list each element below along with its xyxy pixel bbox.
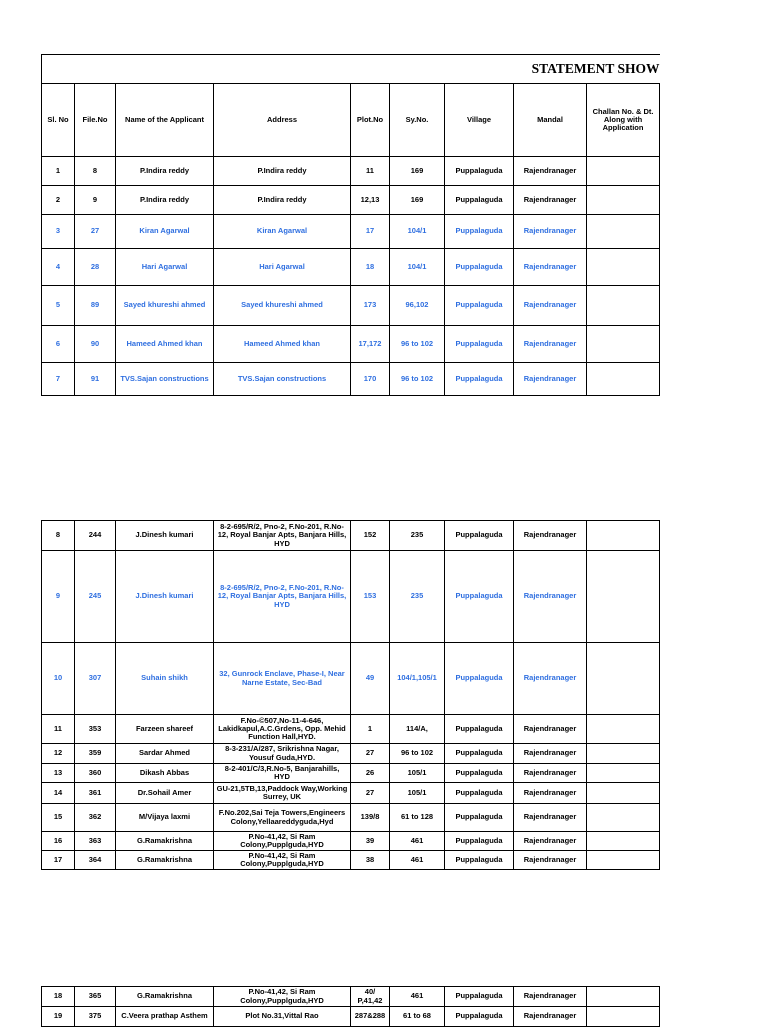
cell-address: 8-2-401/C/3,R.No-5, Banjarahills, HYD xyxy=(214,764,351,783)
cell-mandal: Rajendranager xyxy=(514,326,587,363)
cell-sl-no: 15 xyxy=(42,804,75,832)
cell-applicant: G.Ramakrishna xyxy=(116,851,214,870)
cell-applicant: Kiran Agarwal xyxy=(116,215,214,249)
cell-address: F.No-©507,No-11-4-646, Lakidkapul,A.C.Grdens, Opp. Mehid Function Hall,HYD. xyxy=(214,715,351,744)
cell-mandal: Rajendranager xyxy=(514,521,587,551)
cell-challan xyxy=(587,157,660,186)
cell-sl-no: 14 xyxy=(42,783,75,804)
table-row xyxy=(42,249,660,286)
cell-address: Plot No.31,Vittal Rao xyxy=(214,1007,351,1027)
cell-challan xyxy=(587,987,660,1007)
cell-village: Puppalaguda xyxy=(445,987,514,1007)
cell-file-no: 361 xyxy=(75,783,116,804)
header-mandal: Mandal xyxy=(514,84,587,157)
cell-sy-no: 105/1 xyxy=(390,764,445,783)
cell-mandal: Rajendranager xyxy=(514,987,587,1007)
cell-sy-no: 169 xyxy=(390,186,445,215)
header-challan: Challan No. & Dt. Along with Application xyxy=(587,84,660,157)
table-row xyxy=(42,643,660,715)
cell-challan xyxy=(587,521,660,551)
cell-plot-no: 173 xyxy=(351,286,390,326)
cell-sy-no: 461 xyxy=(390,851,445,870)
cell-sl-no: 9 xyxy=(42,551,75,643)
cell-applicant: G.Ramakrishna xyxy=(116,987,214,1007)
cell-challan xyxy=(587,186,660,215)
cell-sy-no: 96 to 102 xyxy=(390,744,445,764)
cell-file-no: 359 xyxy=(75,744,116,764)
cell-village: Puppalaguda xyxy=(445,157,514,186)
cell-file-no: 365 xyxy=(75,987,116,1007)
cell-plot-no: 39 xyxy=(351,832,390,851)
cell-challan xyxy=(587,215,660,249)
header-address: Address xyxy=(214,84,351,157)
cell-file-no: 245 xyxy=(75,551,116,643)
cell-plot-no: 27 xyxy=(351,744,390,764)
cell-plot-no: 11 xyxy=(351,157,390,186)
cell-sl-no: 1 xyxy=(42,157,75,186)
cell-village: Puppalaguda xyxy=(445,744,514,764)
cell-address: Kiran Agarwal xyxy=(214,215,351,249)
cell-village: Puppalaguda xyxy=(445,851,514,870)
cell-village: Puppalaguda xyxy=(445,215,514,249)
cell-challan xyxy=(587,551,660,643)
cell-applicant: J.Dinesh kumari xyxy=(116,521,214,551)
cell-village: Puppalaguda xyxy=(445,715,514,744)
cell-address: Hameed Ahmed khan xyxy=(214,326,351,363)
table-row xyxy=(42,186,660,215)
cell-sl-no: 19 xyxy=(42,1007,75,1027)
cell-file-no: 363 xyxy=(75,832,116,851)
cell-address: 8-3-231/A/287, Srikrishna Nagar, Yousuf Guda,HYD. xyxy=(214,744,351,764)
cell-village: Puppalaguda xyxy=(445,551,514,643)
cell-address: GU-21,5TB,13,Paddock Way,Working Surrey, UK xyxy=(214,783,351,804)
header-village: Village xyxy=(445,84,514,157)
cell-village: Puppalaguda xyxy=(445,832,514,851)
cell-applicant: M/Vijaya laxmi xyxy=(116,804,214,832)
cell-challan xyxy=(587,326,660,363)
cell-village: Puppalaguda xyxy=(445,643,514,715)
cell-mandal: Rajendranager xyxy=(514,744,587,764)
cell-village: Puppalaguda xyxy=(445,326,514,363)
table-row xyxy=(42,715,660,744)
table-row xyxy=(42,783,660,804)
cell-address: 8-2-695/R/2, Pno-2, F.No-201, R.No-12, Royal Banjar Apts, Banjara Hills, HYD xyxy=(214,521,351,551)
cell-plot-no: 12,13 xyxy=(351,186,390,215)
cell-address: 8-2-695/R/2, Pno-2, F.No-201, R.No-12, Royal Banjar Apts, Banjara Hills, HYD xyxy=(214,551,351,643)
cell-applicant: TVS.Sajan constructions xyxy=(116,363,214,396)
statement-table-3 xyxy=(41,986,660,1027)
statement-table-1 xyxy=(41,54,660,396)
cell-file-no: 307 xyxy=(75,643,116,715)
cell-village: Puppalaguda xyxy=(445,521,514,551)
cell-address: P.No-41,42, Si Ram Colony,Pupplguda,HYD xyxy=(214,851,351,870)
cell-file-no: 360 xyxy=(75,764,116,783)
table-row xyxy=(42,286,660,326)
cell-mandal: Rajendranager xyxy=(514,363,587,396)
cell-applicant: Farzeen shareef xyxy=(116,715,214,744)
cell-plot-no: 27 xyxy=(351,783,390,804)
cell-sy-no: 96 to 102 xyxy=(390,326,445,363)
table-row xyxy=(42,804,660,832)
cell-file-no: 9 xyxy=(75,186,116,215)
table-row xyxy=(42,363,660,396)
cell-mandal: Rajendranager xyxy=(514,832,587,851)
cell-file-no: 364 xyxy=(75,851,116,870)
statement-title: STATEMENT SHOW xyxy=(42,55,660,84)
cell-plot-no: 153 xyxy=(351,551,390,643)
header-file-no: File.No xyxy=(75,84,116,157)
table-row xyxy=(42,157,660,186)
cell-address: TVS.Sajan constructions xyxy=(214,363,351,396)
cell-applicant: P.Indira reddy xyxy=(116,186,214,215)
header-sl-no: Sl. No xyxy=(42,84,75,157)
cell-sl-no: 3 xyxy=(42,215,75,249)
cell-file-no: 91 xyxy=(75,363,116,396)
cell-file-no: 28 xyxy=(75,249,116,286)
cell-plot-no: 17,172 xyxy=(351,326,390,363)
cell-sy-no: 461 xyxy=(390,832,445,851)
cell-challan xyxy=(587,832,660,851)
cell-sl-no: 11 xyxy=(42,715,75,744)
cell-applicant: P.Indira reddy xyxy=(116,157,214,186)
cell-village: Puppalaguda xyxy=(445,1007,514,1027)
title-row xyxy=(42,55,660,84)
cell-sy-no: 61 to 128 xyxy=(390,804,445,832)
cell-challan xyxy=(587,363,660,396)
cell-mandal: Rajendranager xyxy=(514,643,587,715)
cell-address: P.Indira reddy xyxy=(214,186,351,215)
cell-sl-no: 16 xyxy=(42,832,75,851)
cell-mandal: Rajendranager xyxy=(514,157,587,186)
cell-sl-no: 13 xyxy=(42,764,75,783)
cell-plot-no: 26 xyxy=(351,764,390,783)
cell-sy-no: 61 to 68 xyxy=(390,1007,445,1027)
cell-address: Sayed khureshi ahmed xyxy=(214,286,351,326)
cell-file-no: 353 xyxy=(75,715,116,744)
cell-applicant: J.Dinesh kumari xyxy=(116,551,214,643)
cell-sl-no: 4 xyxy=(42,249,75,286)
cell-plot-no: 18 xyxy=(351,249,390,286)
cell-sl-no: 10 xyxy=(42,643,75,715)
cell-address: P.No-41,42, Si Ram Colony,Pupplguda,HYD xyxy=(214,832,351,851)
table-row xyxy=(42,987,660,1007)
table-row xyxy=(42,521,660,551)
cell-applicant: Dr.Sohail Amer xyxy=(116,783,214,804)
cell-sl-no: 7 xyxy=(42,363,75,396)
table-row xyxy=(42,744,660,764)
cell-sy-no: 105/1 xyxy=(390,783,445,804)
table-row xyxy=(42,851,660,870)
cell-sl-no: 8 xyxy=(42,521,75,551)
cell-mandal: Rajendranager xyxy=(514,783,587,804)
cell-sy-no: 169 xyxy=(390,157,445,186)
cell-mandal: Rajendranager xyxy=(514,1007,587,1027)
cell-applicant: G.Ramakrishna xyxy=(116,832,214,851)
header-applicant: Name of the Applicant xyxy=(116,84,214,157)
cell-mandal: Rajendranager xyxy=(514,215,587,249)
cell-file-no: 27 xyxy=(75,215,116,249)
cell-sy-no: 235 xyxy=(390,521,445,551)
cell-address: 32, Gunrock Enclave, Phase-I, Near Narne Estate, Sec-Bad xyxy=(214,643,351,715)
cell-challan xyxy=(587,851,660,870)
cell-mandal: Rajendranager xyxy=(514,249,587,286)
cell-file-no: 90 xyxy=(75,326,116,363)
cell-applicant: Hari Agarwal xyxy=(116,249,214,286)
cell-plot-no: 49 xyxy=(351,643,390,715)
cell-sy-no: 114/A, xyxy=(390,715,445,744)
cell-challan xyxy=(587,764,660,783)
cell-plot-no: 152 xyxy=(351,521,390,551)
cell-plot-no: 38 xyxy=(351,851,390,870)
cell-sl-no: 2 xyxy=(42,186,75,215)
cell-village: Puppalaguda xyxy=(445,764,514,783)
table-row xyxy=(42,764,660,783)
cell-village: Puppalaguda xyxy=(445,363,514,396)
table-row xyxy=(42,832,660,851)
cell-applicant: Hameed Ahmed khan xyxy=(116,326,214,363)
cell-applicant: C.Veera prathap Asthem xyxy=(116,1007,214,1027)
cell-file-no: 362 xyxy=(75,804,116,832)
cell-village: Puppalaguda xyxy=(445,286,514,326)
cell-sy-no: 96,102 xyxy=(390,286,445,326)
cell-mandal: Rajendranager xyxy=(514,764,587,783)
cell-address: F.No.202,Sai Teja Towers,Engineers Colony,Yellaareddyguda,Hyd xyxy=(214,804,351,832)
cell-file-no: 89 xyxy=(75,286,116,326)
cell-mandal: Rajendranager xyxy=(514,551,587,643)
cell-sl-no: 18 xyxy=(42,987,75,1007)
table-row xyxy=(42,215,660,249)
cell-mandal: Rajendranager xyxy=(514,186,587,215)
cell-sy-no: 104/1,105/1 xyxy=(390,643,445,715)
cell-mandal: Rajendranager xyxy=(514,804,587,832)
table-row xyxy=(42,326,660,363)
cell-challan xyxy=(587,804,660,832)
cell-plot-no: 287&288 xyxy=(351,1007,390,1027)
cell-plot-no: 1 xyxy=(351,715,390,744)
cell-mandal: Rajendranager xyxy=(514,851,587,870)
cell-plot-no: 17 xyxy=(351,215,390,249)
cell-mandal: Rajendranager xyxy=(514,715,587,744)
cell-applicant: Sardar Ahmed xyxy=(116,744,214,764)
cell-village: Puppalaguda xyxy=(445,186,514,215)
cell-challan xyxy=(587,744,660,764)
cell-plot-no: 40/ P,41,42 xyxy=(351,987,390,1007)
cell-challan xyxy=(587,783,660,804)
cell-applicant: Suhain shikh xyxy=(116,643,214,715)
cell-sl-no: 17 xyxy=(42,851,75,870)
cell-challan xyxy=(587,249,660,286)
cell-village: Puppalaguda xyxy=(445,249,514,286)
cell-sl-no: 12 xyxy=(42,744,75,764)
cell-applicant: Sayed khureshi ahmed xyxy=(116,286,214,326)
cell-village: Puppalaguda xyxy=(445,804,514,832)
cell-file-no: 244 xyxy=(75,521,116,551)
cell-sy-no: 104/1 xyxy=(390,215,445,249)
header-sy-no: Sy.No. xyxy=(390,84,445,157)
cell-mandal: Rajendranager xyxy=(514,286,587,326)
cell-applicant: Dikash Abbas xyxy=(116,764,214,783)
cell-address: P.Indira reddy xyxy=(214,157,351,186)
cell-challan xyxy=(587,715,660,744)
cell-sy-no: 104/1 xyxy=(390,249,445,286)
cell-sl-no: 6 xyxy=(42,326,75,363)
cell-village: Puppalaguda xyxy=(445,783,514,804)
header-row xyxy=(42,84,660,157)
cell-file-no: 375 xyxy=(75,1007,116,1027)
header-plot-no: Plot.No xyxy=(351,84,390,157)
cell-challan xyxy=(587,643,660,715)
cell-sy-no: 96 to 102 xyxy=(390,363,445,396)
cell-file-no: 8 xyxy=(75,157,116,186)
cell-address: P.No-41,42, Si Ram Colony,Pupplguda,HYD xyxy=(214,987,351,1007)
cell-challan xyxy=(587,286,660,326)
cell-sy-no: 461 xyxy=(390,987,445,1007)
cell-plot-no: 170 xyxy=(351,363,390,396)
table-row xyxy=(42,551,660,643)
cell-address: Hari Agarwal xyxy=(214,249,351,286)
cell-plot-no: 139/8 xyxy=(351,804,390,832)
statement-table-2 xyxy=(41,520,660,870)
cell-sy-no: 235 xyxy=(390,551,445,643)
cell-sl-no: 5 xyxy=(42,286,75,326)
